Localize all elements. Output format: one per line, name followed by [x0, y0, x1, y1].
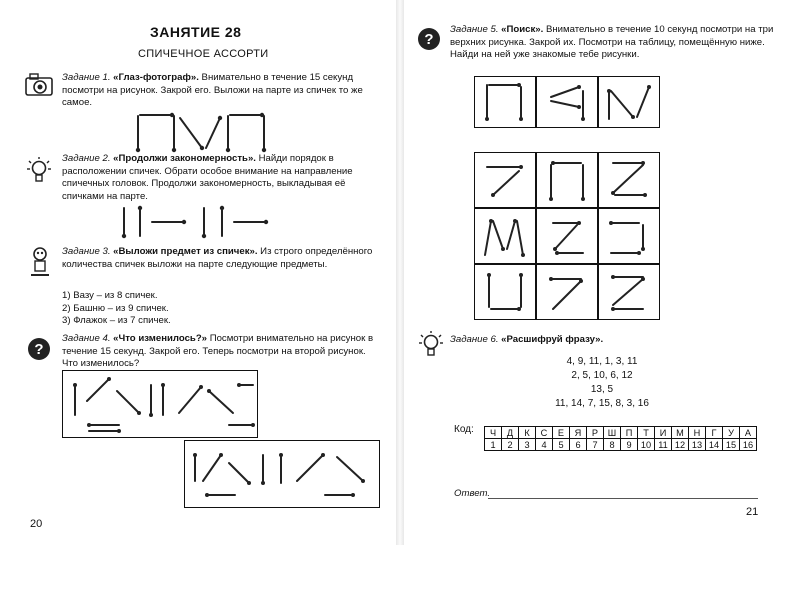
- code-label: Код:: [454, 424, 474, 435]
- code-number: 16: [740, 439, 757, 451]
- task1-body: Внимательно в течение 15 секунд посмотри на рисунок. Закрой его. Выложи на парте из спичек то же самое.: [62, 72, 363, 109]
- cipher-line: 4, 9, 11, 1, 3, 11: [566, 356, 638, 367]
- code-number: 12: [672, 439, 689, 451]
- task1-match-figure: [130, 110, 270, 154]
- code-letter: И: [655, 427, 672, 439]
- task4-label: Задание 4.: [62, 333, 111, 344]
- code-letter: Ш: [604, 427, 621, 439]
- code-number: 15: [723, 439, 740, 451]
- code-letter: Г: [706, 427, 723, 439]
- lesson-subtitle: СПИЧЕЧНОЕ АССОРТИ: [138, 48, 269, 60]
- code-number: 1: [485, 439, 502, 451]
- task3-text: [62, 246, 374, 271]
- code-number: 7: [587, 439, 604, 451]
- task4-body: Посмотри внимательно на рисунок в течение 15 секунд. Закрой его. Теперь посмотри на второй рисунок. Что изменилось?: [62, 333, 374, 370]
- code-number: 3: [519, 439, 536, 451]
- task1-text: [62, 72, 372, 110]
- task4-figure-1: [62, 370, 258, 438]
- task5-text: [450, 24, 778, 62]
- page-number-left: 20: [30, 518, 43, 530]
- code-letter: Р: [587, 427, 604, 439]
- task2-text: [62, 153, 374, 203]
- cipher-numbers: [502, 356, 702, 416]
- task2-match-sequence: [118, 202, 298, 240]
- right-page: [402, 0, 800, 545]
- search-table-cell: [474, 152, 536, 208]
- answer-label-text: Ответ.: [454, 488, 491, 499]
- code-number: 4: [536, 439, 553, 451]
- task1-name: «Глаз-фотограф».: [113, 72, 199, 83]
- task3-label: Задание 3.: [62, 246, 111, 257]
- search-table-cell: [536, 264, 598, 320]
- code-letter: А: [740, 427, 757, 439]
- list-item: 2) Башню – из 9 спичек.: [62, 302, 169, 314]
- task5-body: Внимательно в течение 10 секунд посмотри на три верхних рисунка. Закрой их. Посмотри на таблицу, помещённую ниже. Найди на ней уже знакомые тебе рисунки.: [450, 24, 774, 61]
- task5-name: «Поиск».: [501, 24, 544, 35]
- answer-label: [454, 488, 490, 501]
- code-number: 11: [655, 439, 672, 451]
- code-letter: Н: [689, 427, 706, 439]
- lesson-title: ЗАНЯТИЕ 28: [150, 24, 242, 40]
- left-page: [0, 0, 398, 545]
- task3-list: [62, 290, 171, 328]
- search-table-cell: [598, 208, 660, 264]
- answer-line[interactable]: [488, 498, 758, 499]
- task4-name: «Что изменилось?»: [113, 333, 208, 344]
- code-numbers-row: [485, 439, 757, 451]
- task3-name: «Выложи предмет из спичек».: [113, 246, 258, 257]
- code-number: 8: [604, 439, 621, 451]
- code-letter: Т: [638, 427, 655, 439]
- code-number: 14: [706, 439, 723, 451]
- code-number: 10: [638, 439, 655, 451]
- task5-label: Задание 5.: [450, 24, 499, 35]
- code-number: 2: [502, 439, 519, 451]
- search-ref-cell-1: [474, 76, 536, 128]
- camera-icon: [24, 72, 54, 98]
- task4-figure-2: [184, 440, 380, 508]
- robot-icon: [28, 246, 52, 278]
- search-table-cell: [474, 264, 536, 320]
- svg-text:?: ?: [34, 341, 44, 358]
- code-letter: П: [621, 427, 638, 439]
- code-letter: Я: [570, 427, 587, 439]
- search-table-cell: [598, 264, 660, 320]
- code-table: [484, 426, 757, 451]
- task4-text: [62, 333, 376, 371]
- lightbulb-icon: [26, 156, 52, 186]
- code-letter: М: [672, 427, 689, 439]
- list-item: 1) Вазу – из 8 спичек.: [62, 290, 158, 301]
- code-letters-row: [485, 427, 757, 439]
- code-letter: Е: [553, 427, 570, 439]
- search-table-cell: [536, 152, 598, 208]
- cipher-line: 13, 5: [590, 384, 614, 395]
- cipher-line: 2, 5, 10, 6, 12: [571, 370, 633, 381]
- task2-label: Задание 2.: [62, 153, 111, 164]
- code-letter: С: [536, 427, 553, 439]
- task2-body: Найди порядок в расположении спичек. Обрати особое внимание на направление спичечных головок. Продолжи закономерность, выкладывая её спичками на парте.: [62, 153, 353, 202]
- task6-name: «Расшифруй фразу».: [501, 334, 604, 345]
- search-ref-cell-3: [598, 76, 660, 128]
- search-table-cell: [536, 208, 598, 264]
- cipher-line: 11, 14, 7, 15, 8, 3, 16: [555, 398, 649, 409]
- code-letter: Ч: [485, 427, 502, 439]
- code-letter: У: [723, 427, 740, 439]
- question-head-icon: [24, 334, 54, 364]
- search-table-cell: [598, 152, 660, 208]
- task6-label: Задание 6.: [450, 334, 499, 345]
- task6-text: [450, 334, 603, 347]
- task2-name: «Продолжи закономерность».: [113, 153, 256, 164]
- code-letter: Д: [502, 427, 519, 439]
- page-number-right: 21: [746, 506, 759, 518]
- list-item: 3) Флажок – из 7 спичек.: [62, 315, 171, 327]
- question-head-icon: [414, 24, 444, 54]
- code-number: 13: [689, 439, 706, 451]
- code-letter: К: [519, 427, 536, 439]
- code-number: 6: [570, 439, 587, 451]
- search-ref-cell-2: [536, 76, 598, 128]
- code-number: 5: [553, 439, 570, 451]
- lightbulb-icon: [418, 330, 444, 360]
- code-number: 9: [621, 439, 638, 451]
- search-table-cell: [474, 208, 536, 264]
- task1-label: Задание 1.: [62, 72, 111, 83]
- svg-text:?: ?: [424, 31, 434, 48]
- task3-body: Из строго определённого количества спичек выложи на парте следующие предметы.: [62, 246, 373, 270]
